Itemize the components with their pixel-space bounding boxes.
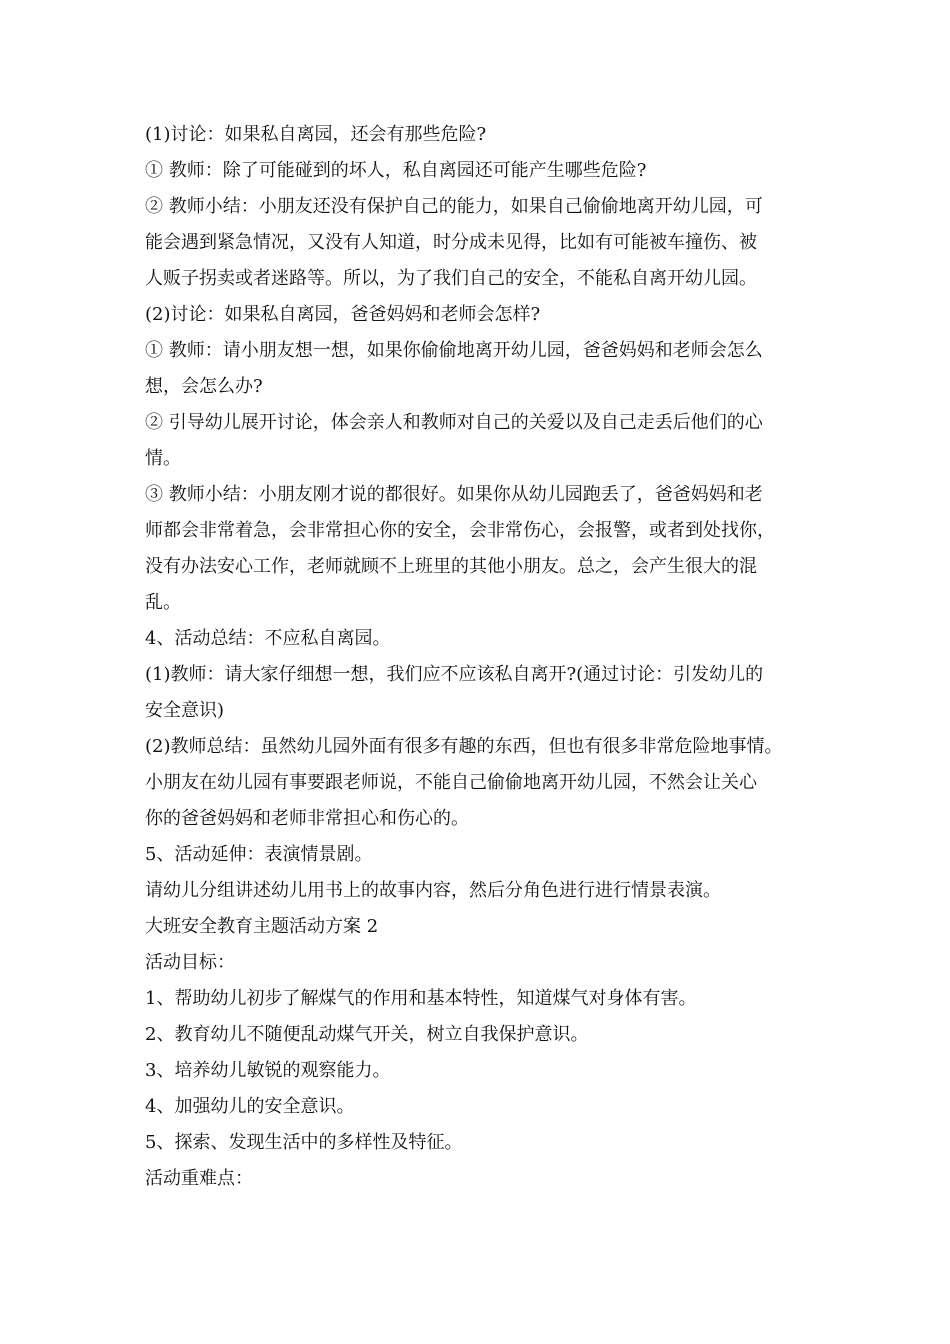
text-line: 5、活动延伸：表演情景剧。 xyxy=(145,844,373,865)
text-line: ② 教师小结：小朋友还没有保护自己的能力，如果自己偷偷地离开幼儿园，可 xyxy=(145,196,763,217)
text-line: ③ 教师小结：小朋友刚才说的都很好。如果你从幼儿园跑丢了，爸爸妈妈和老 xyxy=(145,484,763,505)
text-line: 小朋友在幼儿园有事要跟老师说，不能自己偷偷地离开幼儿园，不然会让关心 xyxy=(145,772,757,793)
text-line: 能会遇到紧急情况，又没有人知道，时分成未见得，比如有可能被车撞伤、被 xyxy=(145,232,757,253)
text-line: 4、活动总结：不应私自离园。 xyxy=(145,628,391,649)
text-line: 2、教育幼儿不随便乱动煤气开关，树立自我保护意识。 xyxy=(145,1024,589,1045)
text-line: 你的爸爸妈妈和老师非常担心和伤心的。 xyxy=(145,808,469,829)
text-line: 活动目标： xyxy=(145,952,235,973)
text-line: 情。 xyxy=(145,448,181,469)
text-line: (2)教师总结：虽然幼儿园外面有很多有趣的东西，但也有很多非常危险地事情。 xyxy=(145,736,783,757)
document-body xyxy=(145,117,820,1197)
text-line: ② 引导幼儿展开讨论，体会亲人和教师对自己的关爱以及自己走丢后他们的心 xyxy=(145,412,763,433)
text-line: 1、帮助幼儿初步了解煤气的作用和基本特性，知道煤气对身体有害。 xyxy=(145,988,697,1009)
text-line: 请幼儿分组讲述幼儿用书上的故事内容，然后分角色进行进行情景表演。 xyxy=(145,880,721,901)
text-line: (2)讨论：如果私自离园，爸爸妈妈和老师会怎样? xyxy=(145,304,541,325)
text-line: 想，会怎么办? xyxy=(145,376,263,397)
text-line: 3、培养幼儿敏锐的观察能力。 xyxy=(145,1060,391,1081)
text-line: (1)讨论：如果私自离园，还会有那些危险? xyxy=(145,124,487,145)
text-line: (1)教师：请大家仔细想一想，我们应不应该私自离开?(通过讨论：引发幼儿的 xyxy=(145,664,764,685)
text-line: ① 教师：除了可能碰到的坏人，私自离园还可能产生哪些危险? xyxy=(145,160,647,181)
text-line: 没有办法安心工作，老师就顾不上班里的其他小朋友。总之，会产生很大的混 xyxy=(145,556,757,577)
text-line: 活动重难点： xyxy=(145,1168,253,1189)
text-line: 师都会非常着急，会非常担心你的安全，会非常伤心，会报警，或者到处找你， xyxy=(145,520,775,541)
text-line: 人贩子拐卖或者迷路等。所以，为了我们自己的安全，不能私自离开幼儿园。 xyxy=(145,268,757,289)
section-title: 大班安全教育主题活动方案 2 xyxy=(145,916,379,937)
text-line: 安全意识) xyxy=(145,700,225,721)
text-line: 乱。 xyxy=(145,592,181,613)
text-line: 4、加强幼儿的安全意识。 xyxy=(145,1096,355,1117)
text-line: 5、探索、发现生活中的多样性及特征。 xyxy=(145,1132,463,1153)
text-line: ① 教师：请小朋友想一想，如果你偷偷地离开幼儿园，爸爸妈妈和老师会怎么 xyxy=(145,340,763,361)
